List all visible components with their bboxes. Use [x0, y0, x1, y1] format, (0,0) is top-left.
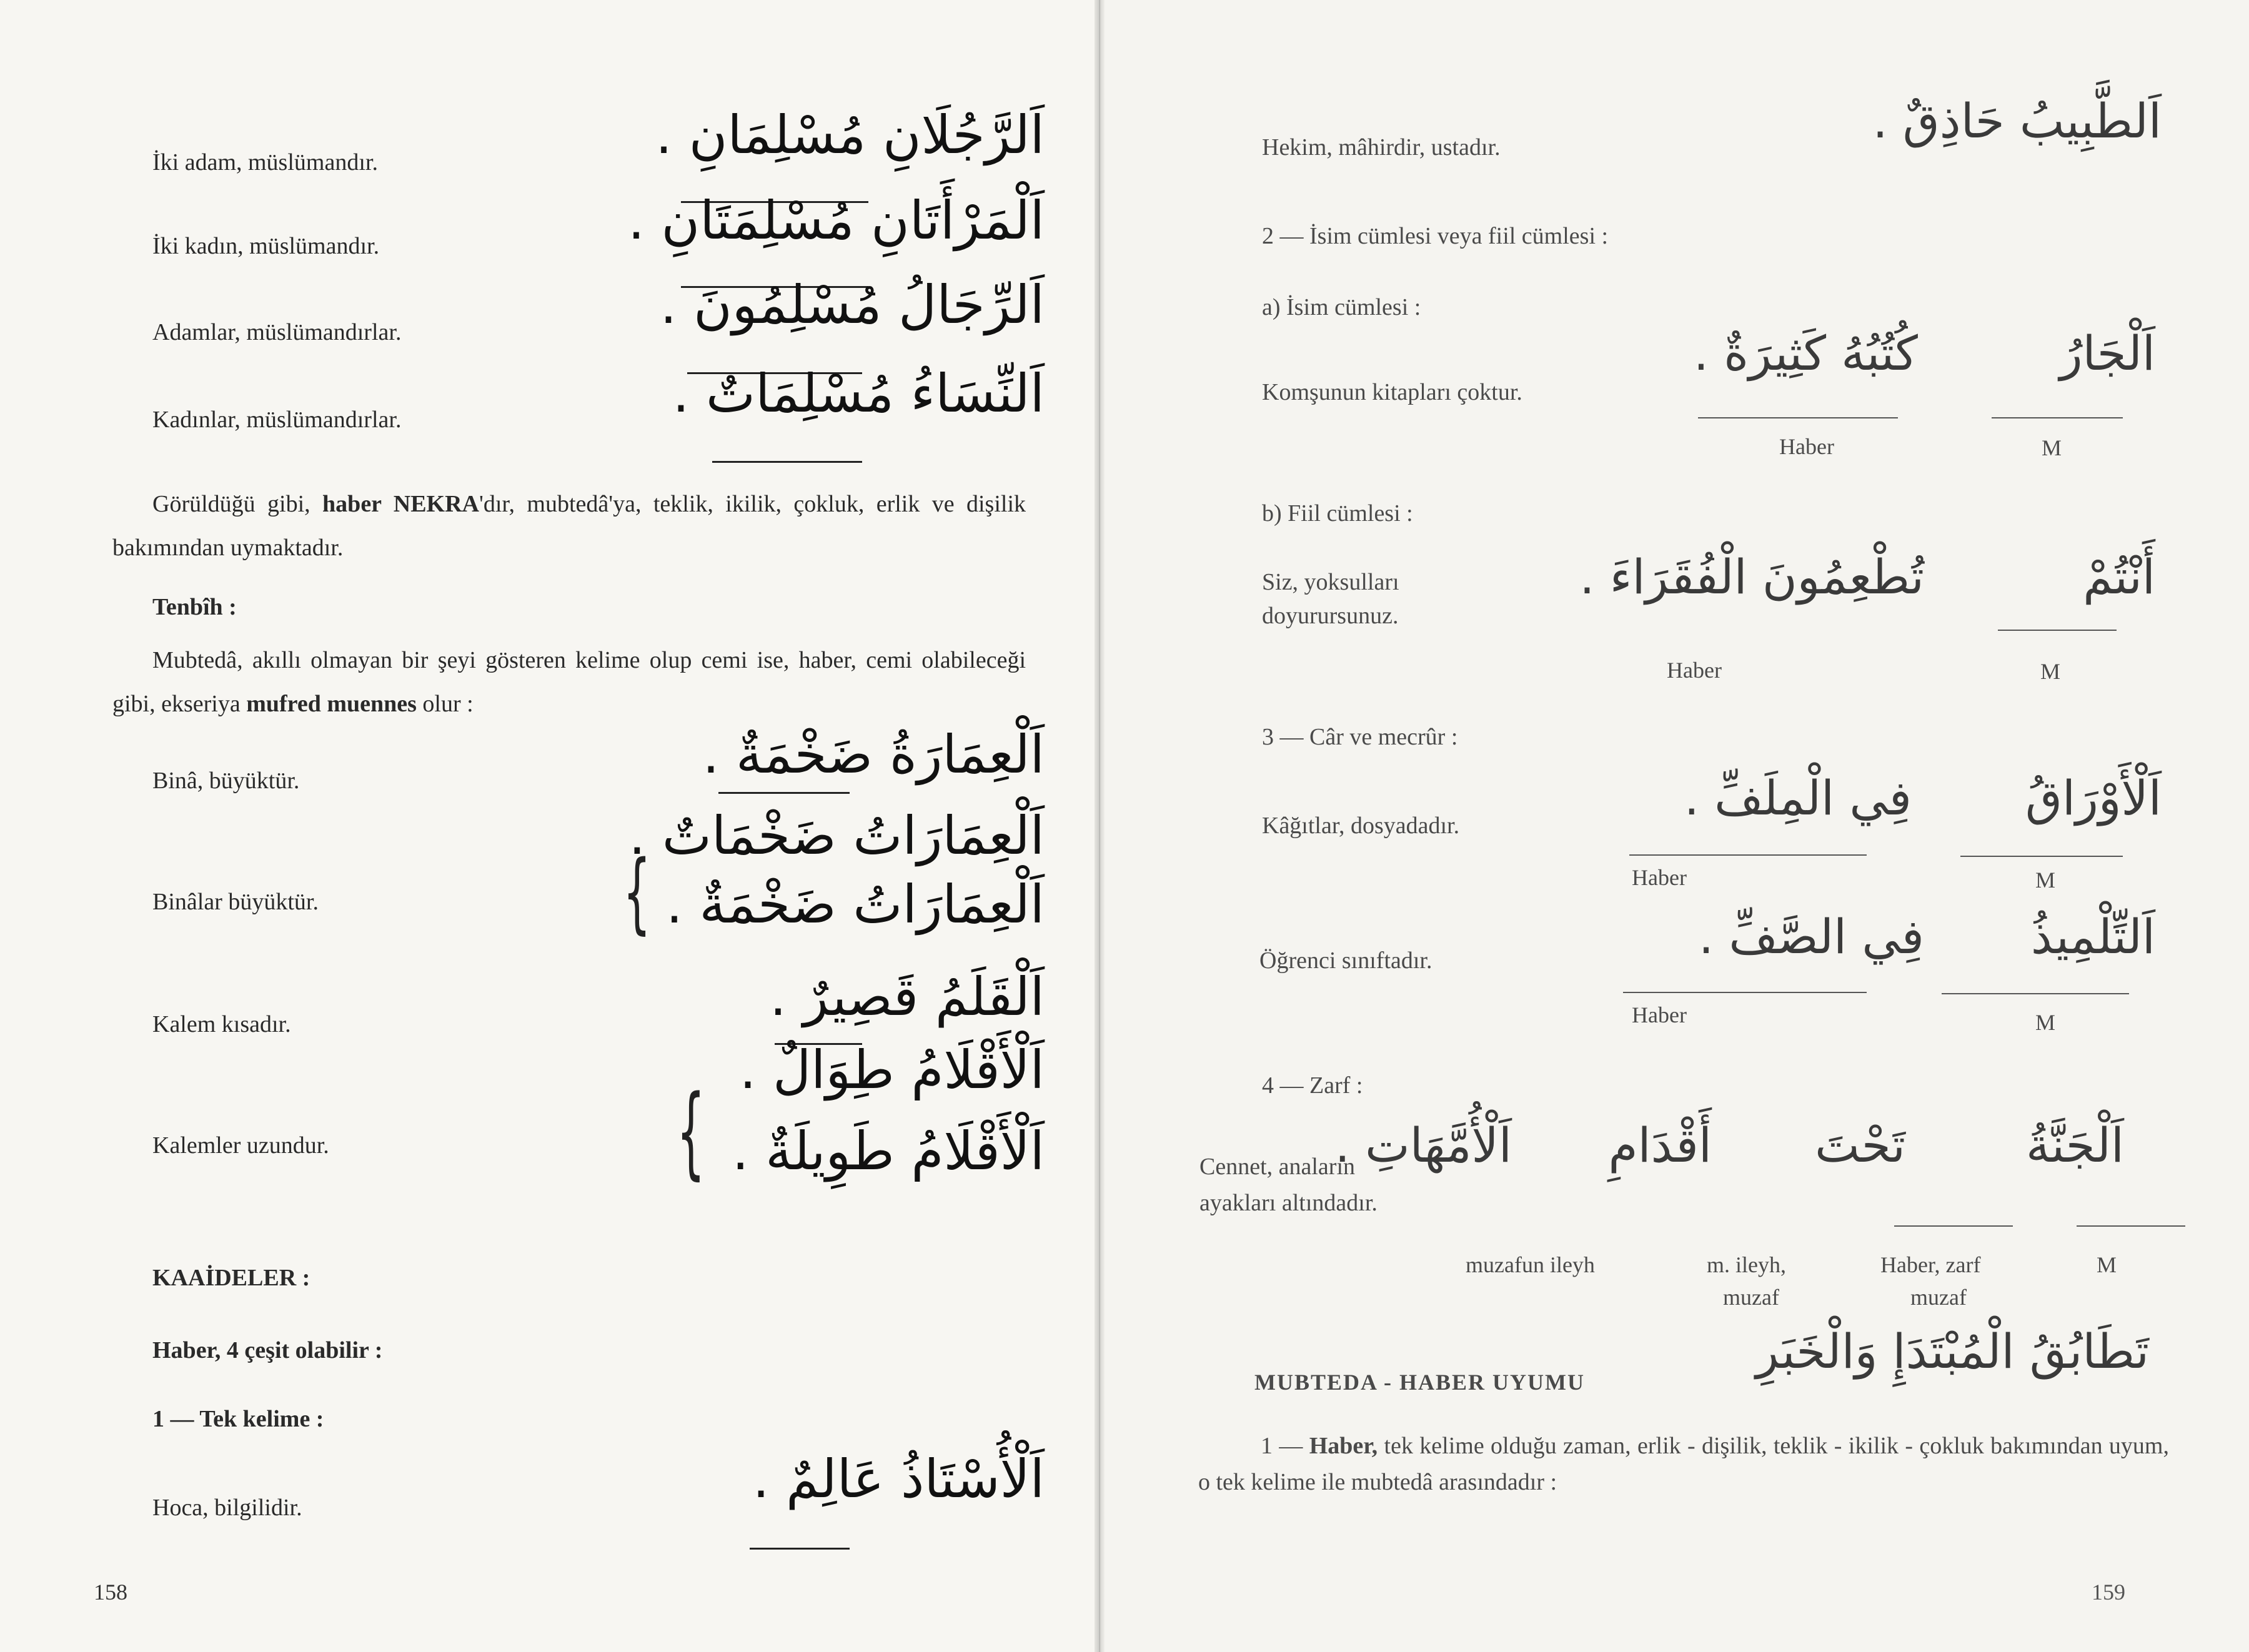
- example-turkish: Hekim, mâhirdir, ustadır.: [1262, 134, 1501, 161]
- example-arabic: اَلطَّبِيبُ حَاذِقٌ .: [1872, 93, 2162, 149]
- underline: [1629, 854, 1867, 856]
- example-arabic: اَلرِّجَالُ مُسْلِمُونَ .: [660, 274, 1045, 335]
- item-tek-kelime: 1 — Tek kelime :: [152, 1406, 324, 1432]
- example-turkish: Siz, yoksulları: [1262, 569, 1399, 595]
- haber-arabic: تُطْعِمُونَ الْفُقَرَاءَ .: [1579, 549, 1924, 605]
- example-arabic: اَلْقَلَمُ قَصِيرٌ .: [770, 966, 1045, 1027]
- muzafun-ileyh-arabic: اَلْأُمَّهَاتِ .: [1334, 1117, 1512, 1173]
- muzaf-label: muzaf: [1910, 1285, 1967, 1310]
- curly-brace: {: [623, 842, 651, 944]
- item-isim-fiil: 2 — İsim cümlesi veya fiil cümlesi :: [1262, 223, 1609, 249]
- example-turkish: Kadınlar, müslümandırlar.: [152, 407, 402, 433]
- tenbih-heading: Tenbîh :: [152, 594, 237, 620]
- item-zarf: 4 — Zarf :: [1262, 1072, 1363, 1099]
- example-arabic: اَلْأَقْلَامُ طِوَالٌ .: [739, 1039, 1045, 1101]
- example-turkish: Adamlar, müslümandırlar.: [152, 319, 402, 345]
- item-car-mecrur: 3 — Câr ve mecrûr :: [1262, 724, 1458, 750]
- mubteda-arabic: أَنْتُمْ: [2083, 549, 2155, 605]
- example-arabic: اَلنِّسَاءُ مُسْلِمَاتٌ .: [672, 363, 1045, 424]
- example-arabic: اَلْعِمَارَاتُ ضَخْمَةٌ .: [666, 874, 1045, 935]
- haber-zarf-label: Haber, zarf: [1880, 1252, 1981, 1277]
- example-arabic: اَلْعِمَارَةُ ضَخْمَةٌ .: [702, 724, 1045, 785]
- muzafun-ileyh-label: muzafun ileyh: [1466, 1252, 1595, 1277]
- underline: [1894, 1225, 2013, 1227]
- underline: [1998, 630, 2117, 631]
- curly-brace: {: [676, 1073, 705, 1190]
- underline: [1992, 417, 2123, 418]
- example-arabic: اَلْأُسْتَاذُ عَالِمٌ .: [752, 1448, 1045, 1510]
- kaideler-heading: KAAİDELER :: [152, 1265, 310, 1291]
- underline: [712, 461, 862, 463]
- example-turkish: İki kadın, müslümandır.: [152, 233, 380, 259]
- page-number: 159: [2092, 1580, 2125, 1605]
- underline: [1960, 856, 2123, 857]
- example-turkish: Öğrenci sınıftadır.: [1259, 947, 1432, 974]
- book-gutter: [1095, 0, 1105, 1652]
- paragraph-tenbih: Mubtedâ, akıllı olmayan bir şeyi gösteren kelime olup cemi ise, haber, cemi olabileceği gibi, ekseriya mufred muennes olur :: [112, 647, 1026, 717]
- example-turkish: İki adam, müslümandır.: [152, 149, 378, 176]
- haber-zarf-arabic: تَحْتَ: [1815, 1117, 1905, 1173]
- underline: [1942, 993, 2129, 994]
- example-turkish: Kâğıtlar, dosyadadır.: [1262, 813, 1460, 839]
- underline: [2077, 1225, 2185, 1227]
- underline: [718, 792, 850, 794]
- page-number: 158: [94, 1580, 127, 1605]
- example-turkish: doyurursunuz.: [1262, 603, 1399, 629]
- example-turkish: Binâ, büyüktür.: [152, 768, 300, 794]
- mubteda-label: M: [2097, 1252, 2117, 1277]
- haber-arabic: كُتُبُهُ كَثِيرَةٌ .: [1693, 325, 1918, 381]
- haber-label: Haber: [1632, 865, 1687, 890]
- example-turkish: Cennet, anaların: [1199, 1154, 1356, 1180]
- example-arabic: اَلْأَقْلَامُ طَوِيلَةٌ .: [732, 1120, 1045, 1182]
- left-page: [0, 0, 1095, 1652]
- underline: [750, 1548, 850, 1550]
- example-turkish: Hoca, bilgilidir.: [152, 1495, 302, 1521]
- haber-label: Haber: [1632, 1002, 1687, 1027]
- haber-label: Haber: [1779, 434, 1834, 459]
- example-turkish: Komşunun kitapları çoktur.: [1262, 379, 1522, 405]
- underline: [1698, 417, 1898, 418]
- muzaf-ileyh-arabic: أَقْدَامِ: [1608, 1117, 1712, 1173]
- example-turkish: Kalem kısadır.: [152, 1011, 291, 1037]
- mubteda-label: M: [2035, 1010, 2056, 1035]
- example-turkish: Kalemler uzundur.: [152, 1132, 329, 1159]
- mubteda-arabic: اَلْجَنَّةُ: [2025, 1117, 2124, 1173]
- haber-label: Haber: [1667, 658, 1722, 683]
- paragraph-haber-nekra: Görüldüğü gibi, haber NEKRA'dır, mubtedâ'ya, teklik, ikilik, çokluk, erlik ve dişilik bakımından uymaktadır.: [112, 491, 1026, 561]
- example-turkish: Binâlar büyüktür.: [152, 889, 319, 915]
- haber-arabic: فِي الْمِلَفِّ .: [1684, 770, 1912, 826]
- haber-arabic: فِي الصَّفِّ .: [1699, 909, 1924, 964]
- m-ileyh-label: m. ileyh,: [1707, 1252, 1786, 1277]
- uyum-heading: MUBTEDA - HABER UYUMU: [1254, 1370, 1586, 1395]
- mubteda-arabic: اَلْأَوْرَاقُ: [2025, 770, 2162, 826]
- uyum-paragraph: 1 — Haber, tek kelime olduğu zaman, erlik - dişilik, teklik - ikilik - çokluk bakımından uyum, o tek kelime ile mubtedâ arasındadır :: [1198, 1433, 2169, 1495]
- right-page: [1105, 0, 2249, 1652]
- muzaf-label: muzaf: [1723, 1285, 1779, 1310]
- mubteda-label: M: [2040, 659, 2061, 684]
- mubteda-label: M: [2042, 435, 2062, 460]
- example-arabic: اَلرَّجُلَانِ مُسْلِمَانِ .: [655, 104, 1045, 166]
- mubteda-arabic: اَلتِّلْمِيذُ: [2030, 909, 2155, 964]
- uyum-arabic: تَطَابُقُ الْمُبْتَدَإِ وَالْخَبَرِ: [1755, 1323, 2149, 1379]
- haber-types: Haber, 4 çeşit olabilir :: [152, 1337, 383, 1363]
- example-arabic: اَلْمَرْأَتَانِ مُسْلِمَتَانِ .: [628, 190, 1045, 251]
- fiil-cumlesi-heading: b) Fiil cümlesi :: [1262, 500, 1413, 527]
- isim-cumlesi-heading: a) İsim cümlesi :: [1262, 294, 1421, 320]
- mubteda-arabic: اَلْجَارُ: [2059, 325, 2155, 381]
- example-turkish: ayakları altındadır.: [1199, 1190, 1378, 1216]
- example-arabic: اَلْعِمَارَاتُ ضَخْمَاتٌ .: [628, 805, 1045, 866]
- underline: [1623, 992, 1867, 993]
- mubteda-label: M: [2035, 868, 2056, 893]
